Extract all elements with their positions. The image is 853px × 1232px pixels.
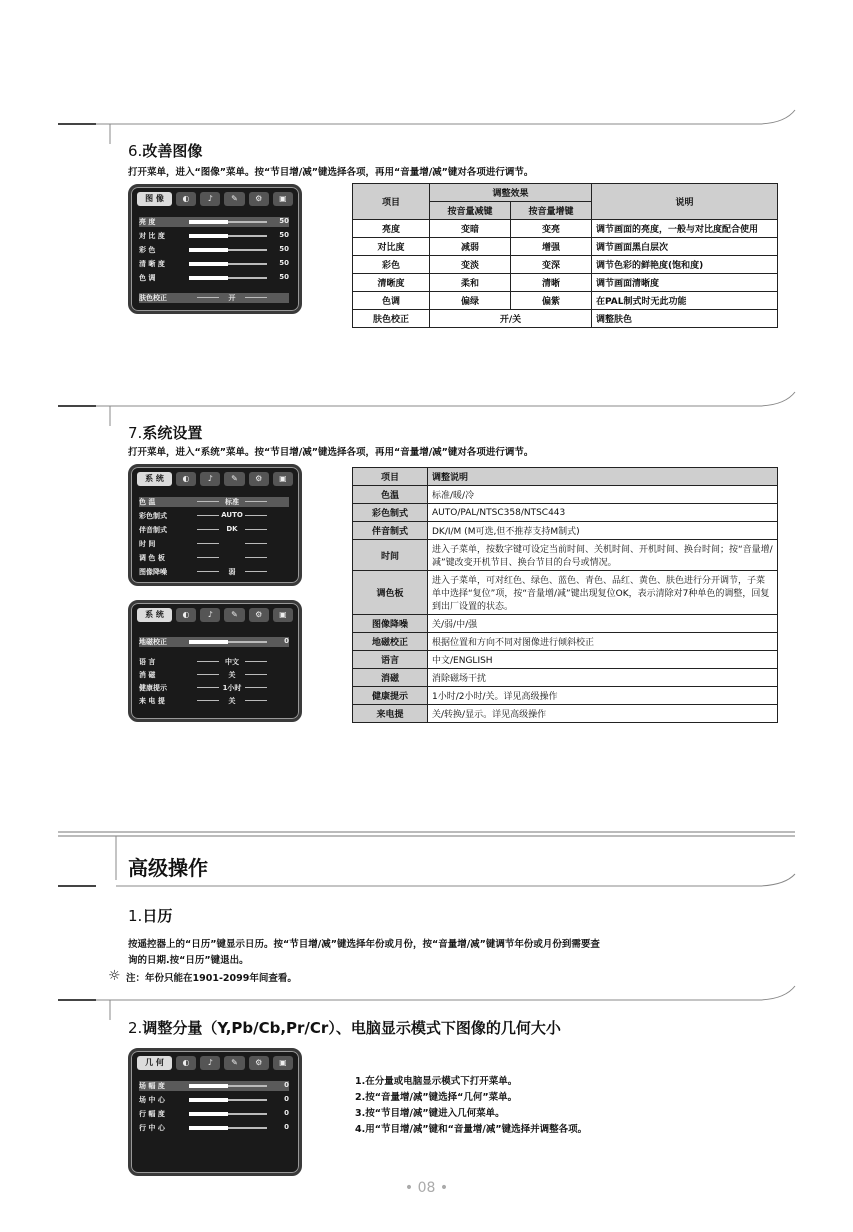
- osd-value: 0: [284, 1123, 289, 1131]
- osd-row: [139, 1123, 289, 1133]
- cell-item: 对比度: [353, 238, 430, 256]
- osd-option: 开: [197, 293, 267, 303]
- osd-tab-icon: ♪: [200, 608, 220, 622]
- section-number: 2.: [128, 1019, 143, 1037]
- cell-down: 变淡: [430, 256, 511, 274]
- osd-row: [139, 525, 289, 535]
- osd-row: [139, 511, 289, 521]
- cell-up: 偏紫: [511, 292, 592, 310]
- step: 1.在分量或电脑显示模式下打开菜单。: [355, 1076, 518, 1087]
- osd-value: 50: [279, 245, 289, 253]
- table-row: [353, 669, 778, 687]
- osd-image-menu: [128, 184, 302, 314]
- osd-bar-fill: [189, 1084, 228, 1088]
- table-row: [353, 633, 778, 651]
- col-desc: 说明: [592, 184, 778, 220]
- col-item: 项目: [353, 468, 428, 486]
- osd-bar-fill: [189, 276, 228, 280]
- osd-label: 肤色校正: [139, 294, 167, 302]
- osd-value: 50: [279, 273, 289, 281]
- osd-option: 标准: [197, 497, 267, 507]
- table-row: [353, 486, 778, 504]
- osd-label: 图像降噪: [139, 568, 167, 576]
- cell-desc: 进入子菜单，可对红色、绿色、蓝色、青色、品红、黄色、肤色进行分开调节，子菜单中选择“复位”项，按“音量增/减”键出现复位OK，表示清除对7种单色的调整，回复到出厂设置的状态。: [428, 571, 778, 615]
- osd-tab-icon: ▣: [273, 1056, 293, 1070]
- osd-label: 地磁校正: [139, 638, 167, 646]
- osd-label: 对 比 度: [139, 232, 165, 240]
- osd-tab-system: 系 统: [137, 472, 172, 486]
- step: 3.按“节目增/减”键进入几何菜单。: [355, 1108, 505, 1119]
- cell-desc: 1小时/2小时/关。详见高级操作: [428, 687, 778, 705]
- osd-tab-icon: ⚙: [249, 472, 269, 486]
- osd-value: 0: [284, 1109, 289, 1117]
- cell-down: 减弱: [430, 238, 511, 256]
- osd-bar: [189, 1085, 267, 1087]
- osd-tab-icon: ♪: [200, 472, 220, 486]
- table-row: [353, 540, 778, 571]
- osd-label: 时 间: [139, 540, 156, 548]
- cell-desc: 标准/暖/冷: [428, 486, 778, 504]
- cell-effect: 开/关: [430, 310, 592, 328]
- osd-tab-icon: ✎: [224, 608, 244, 622]
- cell-up: 增强: [511, 238, 592, 256]
- section-divider: [0, 980, 853, 1020]
- table-row: [353, 571, 778, 615]
- osd-option: 中文: [197, 657, 267, 667]
- cell-item: 健康提示: [353, 687, 428, 705]
- osd-bar: [189, 235, 267, 237]
- osd-label: 调 色 板: [139, 554, 165, 562]
- cell-down: 偏绿: [430, 292, 511, 310]
- col-up: 按音量增键: [511, 202, 592, 220]
- section-intro: 打开菜单，进入“图像”菜单。按“节目增/减”键选择各项，再用“音量增/减”键对各项进行调节。: [128, 167, 534, 178]
- section-intro: 打开菜单，进入“系统”菜单。按“节目增/减”键选择各项，再用“音量增/减”键对各项进行调节。: [128, 447, 534, 458]
- cell-desc: 关/弱/中/强: [428, 615, 778, 633]
- osd-tab-icon: ▣: [273, 192, 293, 206]
- page-number: • 08 •: [404, 1180, 449, 1196]
- cell-item: 来电提: [353, 705, 428, 723]
- osd-row: [139, 1109, 289, 1119]
- osd-bar: [189, 1113, 267, 1115]
- osd-tab-icon: ✎: [224, 192, 244, 206]
- cell-item: 伴音制式: [353, 522, 428, 540]
- osd-label: 行 中 心: [139, 1124, 165, 1132]
- advanced-title: 高级操作: [128, 856, 208, 880]
- section-divider: [0, 386, 853, 426]
- osd-label: 清 晰 度: [139, 260, 165, 268]
- osd-row: [139, 567, 289, 577]
- osd-bar-fill: [189, 234, 228, 238]
- section-title-text: 调整分量（Y,Pb/Cb,Pr/Cr）、电脑显示模式下图像的几何大小: [142, 1019, 561, 1037]
- osd-tab-icon: ♪: [200, 192, 220, 206]
- osd-option: DK: [197, 525, 267, 533]
- cell-item: 色调: [353, 292, 430, 310]
- osd-row-skin: [139, 293, 289, 303]
- cell-item: 消磁: [353, 669, 428, 687]
- osd-tab-icon: ⚙: [249, 608, 269, 622]
- cell-desc: AUTO/PAL/NTSC358/NTSC443: [428, 504, 778, 522]
- osd-value: 0: [284, 1081, 289, 1089]
- sun-icon: ☼: [108, 968, 121, 984]
- cell-desc: 消除磁场干扰: [428, 669, 778, 687]
- calendar-note: 注：年份只能在1901-2099年间查看。: [126, 973, 297, 984]
- geometry-steps: [355, 1074, 587, 1138]
- osd-bar-fill: [189, 1112, 228, 1116]
- cell-up: 清晰: [511, 274, 592, 292]
- section-number: 1.: [128, 907, 143, 925]
- osd-label: 行 幅 度: [139, 1110, 165, 1118]
- cell-item: 时间: [353, 540, 428, 571]
- osd-tabs: [137, 192, 293, 206]
- calendar-intro-line2: 询的日期.按“日历”键退出。: [128, 955, 249, 966]
- cell-item: 语言: [353, 651, 428, 669]
- cell-item: 图像降噪: [353, 615, 428, 633]
- osd-tab-icon: ⚙: [249, 192, 269, 206]
- cell-item: 调色板: [353, 571, 428, 615]
- osd-row: [139, 217, 289, 227]
- cell-desc: 调节画面黑白层次: [592, 238, 778, 256]
- cell-item: 清晰度: [353, 274, 430, 292]
- image-adjust-table: [352, 183, 778, 328]
- osd-row: [139, 657, 289, 667]
- cell-item: 彩色: [353, 256, 430, 274]
- cell-desc: 进入子菜单，按数字键可设定当前时间、关机时间、开机时间、换台时间；按“音量增/减”键改变开机节目、换台节目的台号或情况。: [428, 540, 778, 571]
- osd-bar: [189, 249, 267, 251]
- osd-tab-icon: ✎: [224, 472, 244, 486]
- osd-tab-icon: ◐: [176, 1056, 196, 1070]
- osd-tab-system: 系 统: [137, 608, 172, 622]
- osd-row: [139, 553, 289, 563]
- col-effect: 调整效果: [430, 184, 592, 202]
- table-row: [353, 705, 778, 723]
- table-row: [353, 651, 778, 669]
- osd-row: [139, 683, 289, 693]
- cell-desc: 根据位置和方向不同对图像进行倾斜校正: [428, 633, 778, 651]
- table-row: [353, 504, 778, 522]
- osd-system-menu-2: [128, 600, 302, 722]
- cell-item: 亮度: [353, 220, 430, 238]
- cell-down: 柔和: [430, 274, 511, 292]
- cell-desc: 调节色彩的鲜艳度(饱和度): [592, 256, 778, 274]
- osd-option: 1小时: [197, 683, 267, 693]
- table-row: [353, 687, 778, 705]
- osd-system-menu-1: [128, 464, 302, 586]
- section-number: 7.: [128, 424, 143, 442]
- osd-tab-icon: ◐: [176, 472, 196, 486]
- osd-tab-icon: ◐: [176, 192, 196, 206]
- osd-bar: [189, 221, 267, 223]
- osd-row: [139, 696, 289, 706]
- osd-tab-icon: ⚙: [249, 1056, 269, 1070]
- osd-bar: [189, 277, 267, 279]
- osd-value: 50: [279, 217, 289, 225]
- osd-option: 关: [197, 696, 267, 706]
- step: 2.按“音量增/减”键选择“几何”菜单。: [355, 1092, 518, 1103]
- cell-down: 变暗: [430, 220, 511, 238]
- osd-row: [139, 1081, 289, 1091]
- cell-desc: 中文/ENGLISH: [428, 651, 778, 669]
- osd-label: 彩色制式: [139, 512, 167, 520]
- osd-row: [139, 231, 289, 241]
- section-title-system: [128, 422, 202, 443]
- osd-bar: [189, 1127, 267, 1129]
- osd-option: AUTO: [197, 511, 267, 519]
- osd-row: [139, 539, 289, 549]
- osd-tab-icon: ♪: [200, 1056, 220, 1070]
- col-down: 按音量减键: [430, 202, 511, 220]
- cell-item: 地磁校正: [353, 633, 428, 651]
- section-title-text: 系统设置: [142, 424, 203, 442]
- osd-bar-fill: [189, 248, 228, 252]
- osd-label: 场 中 心: [139, 1096, 165, 1104]
- col-desc: 调整说明: [428, 468, 778, 486]
- table-row: [353, 274, 778, 292]
- osd-tab-icon: ▣: [273, 472, 293, 486]
- osd-label: 健康提示: [139, 684, 167, 692]
- osd-label: 场 幅 度: [139, 1082, 165, 1090]
- osd-label: 色 调: [139, 274, 156, 282]
- osd-row-tilt: [139, 637, 289, 647]
- table-row: [353, 522, 778, 540]
- system-settings-table: [352, 467, 778, 723]
- osd-option: 关: [197, 670, 267, 680]
- osd-label: 色 温: [139, 498, 156, 506]
- cell-item: 肤色校正: [353, 310, 430, 328]
- cell-up: 变深: [511, 256, 592, 274]
- section-title-image: [128, 140, 202, 161]
- col-item: 项目: [353, 184, 430, 220]
- osd-bar-fill: [189, 1098, 228, 1102]
- cell-desc: 调节画面清晰度: [592, 274, 778, 292]
- section-title-text: 日历: [142, 907, 173, 925]
- osd-tab-icon: ✎: [224, 1056, 244, 1070]
- cell-desc: DK/I/M (M可选,但不推荐支持M制式): [428, 522, 778, 540]
- osd-bar-fill: [189, 262, 228, 266]
- osd-tab-geometry: 几 何: [137, 1056, 172, 1070]
- cell-item: 色温: [353, 486, 428, 504]
- osd-row: [139, 670, 289, 680]
- cell-item: 彩色制式: [353, 504, 428, 522]
- table-row: [353, 256, 778, 274]
- step: 4.用“节目增/减”键和“音量增/减”键选择并调整各项。: [355, 1124, 588, 1135]
- osd-row: [139, 273, 289, 283]
- osd-row: [139, 245, 289, 255]
- osd-value: 50: [279, 231, 289, 239]
- section-title-text: 改善图像: [142, 142, 203, 160]
- cell-up: 变亮: [511, 220, 592, 238]
- osd-bar: [189, 641, 267, 643]
- osd-tab-icon: ▣: [273, 608, 293, 622]
- osd-tab-icon: ◐: [176, 608, 196, 622]
- osd-label: 消 磁: [139, 671, 156, 679]
- cell-desc: 关/转换/显示。详见高级操作: [428, 705, 778, 723]
- osd-bar-fill: [189, 1126, 228, 1130]
- table-row: [353, 292, 778, 310]
- osd-tabs: [137, 1056, 293, 1070]
- osd-label: 亮 度: [139, 218, 156, 226]
- osd-row: [139, 259, 289, 269]
- cell-desc: 在PAL制式时无此功能: [592, 292, 778, 310]
- table-row: [353, 238, 778, 256]
- osd-tab-image: 图 像: [137, 192, 172, 206]
- section-divider: [0, 104, 853, 144]
- osd-bar: [189, 263, 267, 265]
- osd-geometry-menu: [128, 1048, 302, 1176]
- osd-row: [139, 497, 289, 507]
- osd-label: 来 电 提: [139, 697, 165, 705]
- osd-value: 50: [279, 259, 289, 267]
- osd-option: 弱: [197, 567, 267, 577]
- section-number: 6.: [128, 142, 143, 160]
- osd-value: 0: [284, 1095, 289, 1103]
- table-row: [353, 310, 778, 328]
- osd-label: 彩 色: [139, 246, 156, 254]
- cell-desc: 调节画面的亮度，一般与对比度配合使用: [592, 220, 778, 238]
- cell-desc: 调整肤色: [592, 310, 778, 328]
- osd-label: 伴音制式: [139, 526, 167, 534]
- osd-label: 语 言: [139, 658, 156, 666]
- osd-tabs: [137, 608, 293, 622]
- calendar-intro-line1: 按遥控器上的“日历”键显示日历。按“节目增/减”键选择年份或月份，按“音量增/减”键调节年份或月份到需要查: [128, 939, 600, 950]
- section-title-geometry: [128, 1017, 561, 1038]
- table-row: [353, 615, 778, 633]
- osd-row: [139, 1095, 289, 1105]
- osd-value: 0: [284, 637, 289, 645]
- osd-tabs: [137, 472, 293, 486]
- osd-bar-fill: [189, 220, 228, 224]
- section-title-calendar: [128, 905, 172, 926]
- osd-bar: [189, 1099, 267, 1101]
- table-row: [353, 220, 778, 238]
